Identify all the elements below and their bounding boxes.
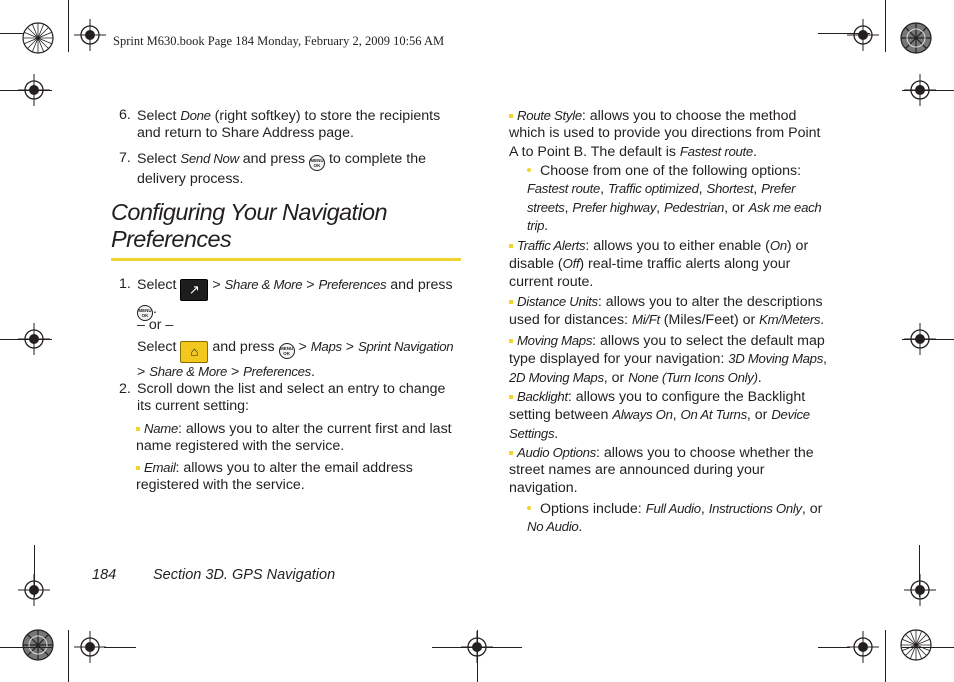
separator: > (137, 364, 150, 380)
or-separator: – or – (137, 317, 174, 333)
navigation-key-icon: ↗ (180, 279, 208, 301)
comma: , or (603, 369, 629, 386)
name-option (136, 420, 462, 456)
option-value: Device Settings (509, 407, 810, 441)
backlight-option (509, 388, 827, 443)
step-number: 7. (119, 150, 131, 166)
option-text: ) or disable ( (509, 238, 809, 273)
option-value: Traffic optimized (607, 181, 699, 197)
option-value: Fastest route (527, 181, 601, 197)
menu-ok-key-icon: MENU OK (279, 343, 295, 359)
period: . (578, 519, 583, 536)
separator: > (341, 339, 358, 355)
comma: , (600, 181, 608, 198)
option-term: Traffic Alerts (517, 238, 586, 253)
option-value: 3D Moving Maps (728, 351, 823, 367)
maps-term: Maps (310, 339, 342, 354)
separator: > (227, 364, 244, 380)
option-value: On At Turns (680, 407, 747, 423)
option-value: Prefer streets (527, 181, 796, 215)
option-value: On (769, 238, 787, 253)
step-text: . (310, 364, 315, 380)
comma: , or (746, 407, 772, 424)
bullet (136, 427, 140, 431)
comma: , (672, 407, 681, 424)
route-style-option (509, 107, 827, 161)
comma: , or (801, 501, 823, 517)
sub-bullet (527, 506, 531, 510)
preferences-term: Preferences (318, 277, 387, 292)
option-value: 2D Moving Maps (509, 369, 604, 385)
option-term: Backlight (517, 389, 568, 404)
option-text: : allows you to either enable ( (585, 238, 770, 254)
option-value: Instructions Only (708, 501, 802, 516)
color-wheel-icon (21, 21, 55, 55)
step-text: (right softkey) to store the recipients and return to Share Address page. (137, 108, 441, 142)
option-term: Route Style (517, 108, 582, 123)
option-value: None (Turn Icons Only) (628, 369, 758, 385)
comma: , (698, 181, 707, 198)
color-wheel-icon (899, 628, 933, 662)
separator: > (302, 277, 319, 293)
registration-mark-icon (904, 574, 936, 606)
color-wheel-icon (21, 628, 55, 662)
comma: , (700, 501, 709, 517)
step-2: Scroll down the list and select an entry to change its current setting: (137, 381, 446, 415)
registration-mark-icon (18, 574, 50, 606)
moving-maps-option (509, 332, 835, 387)
traffic-alerts-option (509, 237, 827, 291)
preferences-term: Preferences (243, 364, 311, 379)
step-text: . (153, 301, 157, 317)
bullet (509, 114, 513, 118)
bullet (509, 395, 513, 399)
option-value: Fastest route (679, 143, 753, 159)
registration-mark-icon (847, 631, 879, 663)
share-more-term: Share & More (224, 277, 303, 292)
option-value: Off (562, 256, 580, 272)
step-1 (137, 276, 467, 321)
option-text: Choose from one of the following options: (540, 163, 802, 179)
option-value: Shortest (706, 181, 754, 197)
period: . (554, 425, 559, 442)
step-text: Select (137, 151, 181, 167)
distance-units-option (509, 293, 835, 330)
option-term: Email (144, 460, 176, 475)
step-text: and press (208, 339, 279, 355)
step-number: 1. (119, 276, 131, 292)
section-name: Section 3D. GPS Navigation (153, 567, 336, 583)
option-text: : allows you to alter the descriptions used for distances: (509, 294, 823, 329)
email-option (136, 459, 462, 495)
step-number: 6. (119, 107, 131, 123)
menu-ok-key-icon: MENU OK (137, 305, 153, 321)
option-text: : allows you to alter the email address registered with the service. (136, 460, 413, 494)
share-more-term: Share & More (149, 364, 227, 379)
option-text: : allows you to configure the Backlight setting between (509, 389, 806, 424)
step-number: 2. (119, 381, 131, 397)
home-key-icon: ⌂ (180, 341, 208, 363)
menu-ok-key-icon: MENU OK (309, 155, 325, 171)
section-title: Configuring Your Navigation Preferences (111, 199, 388, 252)
option-text: Options include: (540, 501, 646, 517)
bullet (509, 451, 513, 455)
sprint-navigation-term: Sprint Navigation (357, 339, 454, 354)
option-value: Prefer highway (572, 199, 657, 215)
registration-mark-icon (847, 19, 879, 51)
period: . (757, 369, 762, 386)
step-text: and press (386, 277, 453, 293)
comma: , (656, 199, 665, 216)
comma: , (823, 351, 827, 368)
comma: , (753, 181, 762, 198)
print-header: Sprint M630.book Page 184 Monday, February 2, 2009 10:56 AM (113, 34, 445, 48)
registration-mark-icon (904, 74, 936, 106)
option-value: Km/Meters (759, 312, 821, 328)
option-term: Audio Options (517, 445, 596, 460)
send-now-term: Send Now (180, 151, 239, 166)
done-softkey-term: Done (180, 108, 211, 123)
page-number: 184 (92, 567, 117, 583)
color-wheel-icon (899, 21, 933, 55)
bullet (509, 244, 513, 248)
step-text: Select (137, 339, 181, 355)
step-text: and press (238, 151, 310, 167)
alternate-path (137, 338, 467, 381)
option-text: ) real-time traffic alerts along your current route. (509, 256, 791, 290)
step-text: Select (137, 108, 181, 124)
sub-bullet (527, 168, 531, 172)
option-text: : allows you to alter the current first and last name registered with the service. (136, 421, 452, 455)
separator: > (294, 339, 311, 355)
bullet (509, 300, 513, 304)
title-rule (111, 258, 461, 261)
option-term: Moving Maps (517, 333, 593, 348)
option-text: : allows you to choose the method which is used to provide you directions from Point A to Point B. The default is (509, 108, 821, 160)
bullet (509, 339, 513, 343)
option-term: Distance Units (517, 294, 598, 309)
route-style-choices (527, 163, 839, 235)
option-value: Ask me each trip (527, 199, 822, 233)
step-text: Select (137, 277, 181, 293)
option-text: . (752, 143, 757, 160)
bullet (136, 466, 140, 470)
period: . (544, 217, 549, 234)
option-text: (Miles/Feet) or (659, 312, 760, 329)
option-text: : allows you to select the default map type displayed for your navigation: (509, 333, 825, 368)
audio-choices (527, 500, 827, 537)
period: . (820, 312, 825, 329)
registration-mark-icon (74, 19, 106, 51)
separator: > (208, 277, 225, 293)
step-text: to complete the delivery process. (137, 151, 426, 187)
option-value: Pedestrian (664, 199, 725, 215)
option-value: No Audio (527, 519, 579, 535)
registration-mark-icon (74, 631, 106, 663)
option-text: : allows you to choose whether the street names are announced during your navigation. (509, 445, 814, 496)
option-value: Always On (612, 407, 673, 423)
option-term: Name (144, 421, 178, 436)
step-6 (137, 107, 457, 143)
comma: , (564, 199, 573, 216)
audio-options-option (509, 444, 827, 497)
option-value: Mi/Ft (632, 312, 660, 328)
registration-mark-icon (18, 74, 50, 106)
option-value: Full Audio (645, 501, 701, 516)
comma: , or (724, 199, 749, 216)
step-7 (137, 150, 457, 188)
